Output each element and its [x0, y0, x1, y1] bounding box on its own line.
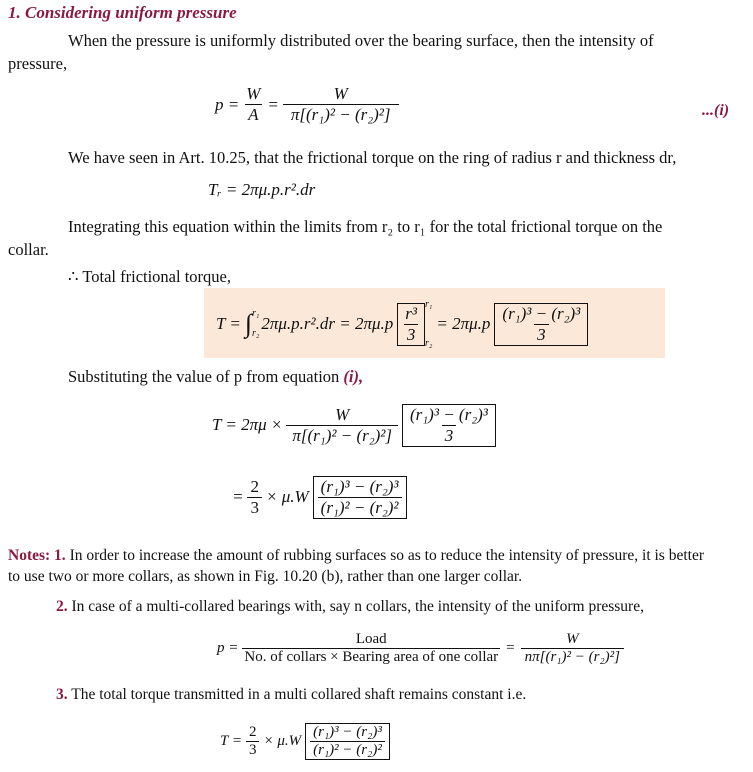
eq7-coef-num: 2 — [248, 723, 257, 740]
eq1-fraction-2 — [283, 84, 399, 125]
integral-limits — [252, 304, 259, 344]
eq7-fraction — [310, 724, 385, 759]
note-3-text: The total torque transmitted in a multi collared shaft remains constant i.e. — [71, 686, 527, 703]
eq1-f1-den: A — [245, 104, 261, 125]
intro-line-1: When the pressure is uniformly distributed over the bearing surface, then the intensity of — [68, 31, 654, 50]
integral-icon: ∫ — [244, 309, 252, 338]
equation-multicollar-torque — [220, 714, 390, 768]
eq4-fraction-1 — [286, 405, 398, 446]
eq3-mid: = 2πμ.p — [436, 314, 491, 333]
equation-ring-torque: Tᵣ = 2πμ.p.r².dr — [208, 180, 316, 199]
eq5-coef-num: 2 — [250, 476, 259, 496]
note-1-line-2: to use two or more collars, as shown in Fig. 10.20 (b), rather than one larger collar. — [8, 568, 523, 585]
equation-substituted — [212, 396, 496, 454]
eq1-lhs: p = — [215, 94, 240, 114]
note-1 — [8, 545, 704, 566]
eq7-bracket — [305, 723, 390, 760]
eq3-lower: r₂ — [252, 328, 260, 339]
eq3-bracket-den: 3 — [404, 324, 419, 345]
eq7-mid: × μ.W — [263, 732, 302, 749]
eq5-f-den: (r₁)² − (r₂)² — [318, 497, 402, 518]
eq5-coef — [247, 477, 262, 518]
total-torque-label: ∴ Total frictional torque, — [68, 267, 231, 286]
eq6-lhs: p = — [217, 639, 239, 656]
eq1-f2-num: W — [333, 84, 348, 103]
integrating-line-1: Integrating this equation within the limits from r₂ to r₁ for the total frictional torque on the — [68, 217, 663, 236]
eq6-f2-num: W — [566, 630, 579, 647]
eq7-f-den: (r₁)² − (r₂)² — [310, 741, 385, 759]
eq4-f2-num: (r₁)³ − (r₂)³ — [410, 404, 488, 424]
eq3-frac-den: 3 — [534, 324, 549, 345]
eq3-bracket-2 — [494, 303, 588, 346]
eq3-limit-upper: r₁ — [425, 299, 433, 310]
eq4-f2-den: 3 — [442, 425, 457, 446]
equation-multicollar-pressure — [217, 624, 624, 672]
eq3-frac-num: (r₁)³ − (r₂)³ — [502, 303, 581, 323]
eq3-frac — [499, 304, 583, 345]
eq5-bracket — [313, 476, 407, 519]
eq7-coef-den: 3 — [246, 741, 260, 759]
equation-total-torque — [216, 296, 588, 352]
subst-text: Substituting the value of p from equation — [68, 367, 340, 386]
eq5-coef-den: 3 — [247, 497, 262, 518]
note-2-text: In case of a multi-collared bearings with, say n collars, the intensity of the uniform pressure, — [71, 598, 644, 615]
eq1-f1-num: W — [246, 84, 261, 103]
substituting-line — [68, 366, 363, 388]
eq3-body: 2πμ.p.r².dr = 2πμ.p — [261, 314, 394, 333]
section-heading: 1. Considering uniform pressure — [8, 3, 237, 22]
eq4-bracket — [402, 404, 496, 447]
eq7-lhs: T = — [220, 732, 242, 749]
torque-paragraph: We have seen in Art. 10.25, that the frictional torque on the ring of radius r and thickness dr, — [68, 148, 677, 167]
eq3-lhs: T = — [216, 314, 241, 333]
eq7-coef — [246, 724, 260, 759]
intro-line-2: pressure, — [8, 54, 68, 73]
eq4-f1-num: W — [335, 404, 350, 424]
eq3-limit-lower: r₂ — [425, 338, 433, 349]
eq4-f1-den: π[(r₁)² − (r₂)²] — [286, 425, 398, 446]
eq6-fraction-2 — [521, 631, 624, 666]
equation-simplified — [232, 468, 407, 526]
equation-pressure — [215, 84, 399, 125]
eq3-upper: r₁ — [252, 308, 260, 319]
eq6-f1-num: Load — [355, 630, 387, 647]
eq4-lhs: T = 2πμ × — [212, 415, 283, 434]
eq3-bracket-num: r³ — [405, 303, 417, 323]
eq5-mid: × μ.W — [265, 487, 309, 506]
eq1-equals: = — [267, 94, 279, 114]
eq7-f-num: (r₁)³ − (r₂)³ — [313, 723, 382, 740]
eq6-f1-den: No. of collars × Bearing area of one collar — [244, 648, 499, 665]
eq6-f2-den: nπ[(r₁)² − (r₂)²] — [521, 648, 624, 666]
eq1-f2-den: π[(r₁)² − (r₂)²] — [283, 104, 399, 125]
eq6-equals: = — [506, 639, 515, 656]
note-2-number: 2. — [56, 598, 68, 615]
eq4-fraction-2 — [407, 405, 491, 446]
eq5-lhs: = — [232, 487, 244, 506]
note-1-line-1: In order to increase the amount of rubbing surfaces so as to reduce the intensity of pressure, it is better — [69, 547, 705, 564]
equation-reference: ...(i) — [702, 102, 730, 119]
eq3-bracket-frac — [402, 304, 420, 345]
eq6-fraction-1 — [242, 631, 500, 666]
eq5-f-num: (r₁)³ − (r₂)³ — [320, 476, 399, 496]
eq1-fraction-1 — [243, 84, 263, 125]
integrating-line-2: collar. — [8, 240, 49, 259]
subst-ref: (i), — [343, 367, 364, 386]
notes-label: Notes: 1. — [8, 547, 66, 564]
note-3-number: 3. — [56, 686, 68, 703]
eq5-fraction — [318, 477, 402, 518]
note-2 — [56, 596, 644, 617]
eq3-bracket — [397, 303, 425, 346]
eq3-eval-limits — [425, 299, 432, 349]
note-3 — [56, 684, 526, 705]
